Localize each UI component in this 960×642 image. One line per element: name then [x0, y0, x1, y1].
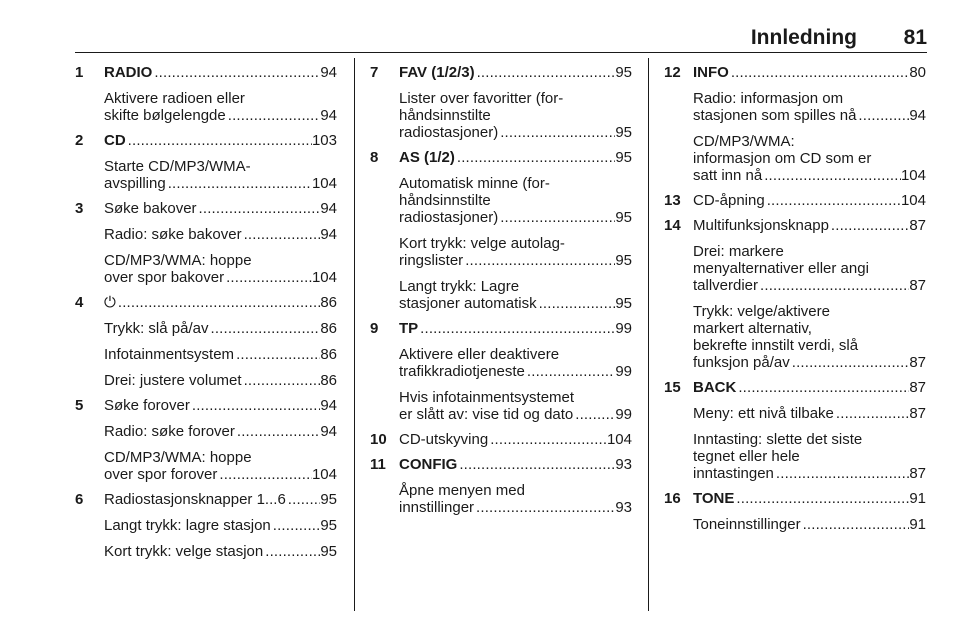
- leader-dots: [474, 499, 615, 516]
- sub-entry-text: Automatisk minne (for-: [399, 175, 550, 192]
- page-ref: 103: [311, 132, 337, 149]
- page-ref: 95: [615, 295, 632, 312]
- sub-entry: [693, 243, 926, 294]
- sub-entry-text: Kort trykk: velge autolag-: [399, 235, 565, 252]
- page-ref: 99: [615, 320, 632, 337]
- sub-entry-text: avspilling: [104, 175, 166, 192]
- page-ref: 91: [909, 516, 926, 533]
- sub-entry-text: Meny: ett nivå tilbake: [693, 405, 834, 422]
- entry-number: 2: [75, 132, 84, 149]
- leader-dots: [475, 64, 616, 81]
- sub-entry-text: Drei: markere: [693, 243, 784, 260]
- sub-entry: [104, 346, 337, 363]
- sub-entry-text: over spor forover: [104, 466, 218, 483]
- sub-entry-text: CD/MP3/WMA:: [693, 133, 795, 150]
- index-entry: [664, 379, 926, 482]
- page-ref: 94: [320, 107, 337, 124]
- index-row: [693, 465, 926, 482]
- entry-title: Radiostasjonsknapper 1...6: [104, 491, 286, 508]
- leader-dots: [217, 466, 312, 483]
- index-row: [693, 516, 926, 533]
- leader-dots: [834, 405, 909, 422]
- page-ref: 80: [909, 64, 926, 81]
- index-row: [104, 107, 337, 124]
- leader-dots: [271, 517, 321, 534]
- page-ref: 104: [311, 466, 337, 483]
- page-ref: 99: [615, 363, 632, 380]
- leader-dots: [224, 269, 312, 286]
- entry-number: 11: [370, 456, 386, 473]
- sub-entry: [104, 252, 337, 286]
- index-entry: [664, 490, 926, 533]
- index-row: [399, 499, 632, 516]
- index-row: [399, 431, 632, 448]
- entry-number: 14: [664, 217, 681, 234]
- index-row: [104, 372, 337, 389]
- page-ref: 87: [909, 277, 926, 294]
- index-row: [399, 252, 632, 269]
- leader-dots: [286, 491, 321, 508]
- index-row: [104, 320, 337, 337]
- index-row: [399, 209, 632, 226]
- index-row: [104, 517, 337, 534]
- entry-number: 5: [75, 397, 84, 414]
- sub-entry-text: håndsinnstilte: [399, 107, 491, 124]
- index-row: [693, 354, 926, 371]
- leader-dots: [166, 175, 312, 192]
- index-row: [399, 64, 632, 81]
- sub-entry-text: skifte bølgelengde: [104, 107, 226, 124]
- leader-dots: [734, 490, 909, 507]
- sub-entry-text: Starte CD/MP3/WMA-: [104, 158, 251, 175]
- page-ref: 94: [320, 226, 337, 243]
- entry-title: CD-åpning: [693, 192, 765, 209]
- index-row: [104, 175, 337, 192]
- entry-number: 7: [370, 64, 379, 81]
- sub-entry-text: radiostasjoner): [399, 209, 499, 226]
- entry-number: 16: [664, 490, 681, 507]
- sub-entry-text: menyalternativer eller angi: [693, 260, 869, 277]
- page-ref: 104: [606, 431, 632, 448]
- leader-dots: [463, 252, 615, 269]
- sub-entry: [693, 90, 926, 124]
- page-ref: 94: [320, 423, 337, 440]
- page-ref: 86: [320, 372, 337, 389]
- entry-title: CONFIG: [399, 456, 458, 473]
- sub-entry: [399, 278, 632, 312]
- sub-entry-text: ringslister: [399, 252, 464, 269]
- index-row: [104, 423, 337, 440]
- sub-entry-text: Radio: søke bakover: [104, 226, 242, 243]
- entry-number: 10: [370, 431, 387, 448]
- leader-dots: [234, 346, 320, 363]
- index-entry: [75, 397, 337, 483]
- sub-entry: [104, 517, 337, 534]
- page-ref: 95: [615, 209, 632, 226]
- index-row: [693, 64, 926, 81]
- sub-entry: [104, 320, 337, 337]
- page-ref: 86: [320, 346, 337, 363]
- index-entry: [370, 64, 632, 141]
- page-ref: 95: [615, 149, 632, 166]
- index-entry: [664, 192, 926, 209]
- entry-title: BACK: [693, 379, 737, 396]
- sub-entry-text: CD/MP3/WMA: hoppe: [104, 449, 252, 466]
- entry-number: 8: [370, 149, 379, 166]
- sub-entry: [104, 449, 337, 483]
- leader-dots: [488, 431, 607, 448]
- leader-dots: [498, 209, 615, 226]
- index-entry: [75, 294, 337, 389]
- sub-entry: [693, 405, 926, 422]
- entry-number: 13: [664, 192, 681, 209]
- index-entry: [75, 64, 337, 124]
- leader-dots: [263, 543, 320, 560]
- index-row: [693, 107, 926, 124]
- index-entry: [75, 491, 337, 560]
- leader-dots: [736, 379, 909, 396]
- sub-entry-text: Åpne menyen med: [399, 482, 525, 499]
- sub-entry-text: satt inn nå: [693, 167, 763, 184]
- index-row: [693, 379, 926, 396]
- entry-title: Søke forover: [104, 397, 190, 414]
- leader-dots: [774, 465, 909, 482]
- index-row: [104, 346, 337, 363]
- sub-entry: [104, 543, 337, 560]
- entry-title: FAV (1/2/3): [399, 64, 475, 81]
- index-row: [693, 490, 926, 507]
- page-ref: 95: [320, 543, 337, 560]
- sub-entry-text: Hvis infotainmentsystemet: [399, 389, 575, 406]
- entry-title: CD-utskyving: [399, 431, 489, 448]
- sub-entry: [104, 423, 337, 440]
- index-row: [399, 124, 632, 141]
- leader-dots: [235, 423, 320, 440]
- sub-entry: [693, 516, 926, 533]
- page-ref: 99: [615, 406, 632, 423]
- sub-entry: [399, 235, 632, 269]
- leader-dots: [197, 200, 321, 217]
- index-row: [399, 406, 632, 423]
- page-ref: 95: [615, 64, 632, 81]
- index-entry: [370, 431, 632, 448]
- leader-dots: [801, 516, 910, 533]
- index-row: [104, 543, 337, 560]
- page-ref: 86: [320, 320, 337, 337]
- sub-entry-text: CD/MP3/WMA: hoppe: [104, 252, 252, 269]
- leader-dots: [226, 107, 321, 124]
- entry-title: CD: [104, 132, 126, 149]
- sub-entry: [693, 133, 926, 184]
- sub-entry-text: bekrefte innstilt verdi, slå: [693, 337, 859, 354]
- index-row: [104, 200, 337, 217]
- sub-entry-text: funksjon på/av: [693, 354, 790, 371]
- leader-dots: [457, 456, 615, 473]
- sub-entry-text: radiostasjoner): [399, 124, 499, 141]
- sub-entry-text: Lister over favoritter (for-: [399, 90, 564, 107]
- page-ref: 95: [320, 517, 337, 534]
- entry-number: 15: [664, 379, 681, 396]
- entry-title: RADIO: [104, 64, 153, 81]
- index-row: [693, 405, 926, 422]
- sub-entry-text: Radio: søke forover: [104, 423, 235, 440]
- page-ref: 87: [909, 465, 926, 482]
- entry-title: Søke bakover: [104, 200, 197, 217]
- sub-entry: [693, 303, 926, 371]
- sub-entry: [399, 482, 632, 516]
- sub-entry-text: Aktivere radioen eller: [104, 90, 245, 107]
- entry-number: 4: [75, 294, 84, 311]
- index-row: [693, 217, 926, 234]
- leader-dots: [856, 107, 909, 124]
- leader-dots: [242, 226, 321, 243]
- sub-entry: [104, 226, 337, 243]
- leader-dots: [573, 406, 615, 423]
- page-ref: 104: [311, 175, 337, 192]
- leader-dots: [537, 295, 616, 312]
- sub-entry: [399, 175, 632, 226]
- page-ref: 95: [320, 491, 337, 508]
- sub-entry-text: trafikkradiotjeneste: [399, 363, 525, 380]
- leader-dots: [116, 294, 320, 311]
- leader-dots: [152, 64, 320, 81]
- entry-title: INFO: [693, 64, 729, 81]
- index-row: [399, 456, 632, 473]
- page-ref: 94: [320, 397, 337, 414]
- sub-entry-text: Radio: informasjon om: [693, 90, 844, 107]
- index-row: [104, 294, 337, 311]
- leader-dots: [762, 167, 901, 184]
- sub-entry-text: håndsinnstilte: [399, 192, 491, 209]
- index-entry: [664, 64, 926, 184]
- page-ref: 94: [320, 200, 337, 217]
- sub-entry-text: Kort trykk: velge stasjon: [104, 543, 264, 560]
- index-row: [104, 132, 337, 149]
- leader-dots: [242, 372, 321, 389]
- sub-entry-text: Trykk: velge/aktivere: [693, 303, 830, 320]
- leader-dots: [498, 124, 615, 141]
- sub-entry-text: Infotainmentsystem: [104, 346, 235, 363]
- sub-entry: [104, 90, 337, 124]
- entry-title: TP: [399, 320, 419, 337]
- sub-entry-text: er slått av: vise tid og dato: [399, 406, 574, 423]
- sub-entry-text: over spor bakover: [104, 269, 225, 286]
- sub-entry: [693, 431, 926, 482]
- entry-title: TONE: [693, 490, 735, 507]
- sub-entry-text: innstillinger: [399, 499, 475, 516]
- page-ref: 95: [615, 124, 632, 141]
- sub-entry-text: inntastingen: [693, 465, 774, 482]
- sub-entry: [399, 346, 632, 380]
- sub-entry-text: Aktivere eller deaktivere: [399, 346, 560, 363]
- page-ref: 91: [909, 490, 926, 507]
- page-ref: 87: [909, 354, 926, 371]
- power-icon: ⏻: [104, 294, 116, 311]
- leader-dots: [208, 320, 320, 337]
- sub-entry-text: stasjoner automatisk: [399, 295, 537, 312]
- entry-number: 6: [75, 491, 84, 508]
- page-ref: 93: [615, 456, 632, 473]
- sub-entry-text: Langt trykk: Lagre: [399, 278, 520, 295]
- sub-entry-text: markert alternativ,: [693, 320, 812, 337]
- leader-dots: [525, 363, 615, 380]
- index-row: [104, 466, 337, 483]
- sub-entry-text: Inntasting: slette det siste: [693, 431, 863, 448]
- leader-dots: [455, 149, 615, 166]
- index-row: [104, 269, 337, 286]
- page-ref: 104: [900, 167, 926, 184]
- sub-entry-text: Toneinnstillinger: [693, 516, 801, 533]
- leader-dots: [418, 320, 615, 337]
- index-row: [399, 149, 632, 166]
- page-ref: 93: [615, 499, 632, 516]
- page-header: [75, 26, 927, 52]
- leader-dots: [758, 277, 909, 294]
- leader-dots: [126, 132, 312, 149]
- page-title: Innledning: [750, 26, 857, 49]
- index-row: [399, 295, 632, 312]
- sub-entry: [104, 372, 337, 389]
- index-row: [693, 167, 926, 184]
- sub-entry-text: stasjonen som spilles nå: [693, 107, 857, 124]
- entry-title: Multifunksjonsknapp: [693, 217, 829, 234]
- index-row: [399, 320, 632, 337]
- entry-number: 9: [370, 320, 379, 337]
- header-rule: [75, 52, 927, 53]
- leader-dots: [829, 217, 909, 234]
- column-1: [75, 64, 337, 568]
- index-row: [693, 277, 926, 294]
- index-entry: [75, 200, 337, 286]
- page-ref: 94: [320, 64, 337, 81]
- leader-dots: [765, 192, 901, 209]
- page-ref: 104: [311, 269, 337, 286]
- page-ref: 87: [909, 379, 926, 396]
- page-ref: 86: [320, 294, 337, 311]
- sub-entry-text: informasjon om CD som er: [693, 150, 872, 167]
- sub-entry-text: Trykk: slå på/av: [104, 320, 209, 337]
- page-ref: 104: [900, 192, 926, 209]
- page-number: 81: [903, 26, 927, 49]
- sub-entry-text: Drei: justere volumet: [104, 372, 242, 389]
- index-entry: [370, 320, 632, 423]
- entry-number: 1: [75, 64, 84, 81]
- index-row: [399, 363, 632, 380]
- column-2: [370, 64, 632, 524]
- entry-number: 3: [75, 200, 84, 217]
- page-ref: 87: [909, 405, 926, 422]
- column-divider-2: [648, 58, 649, 611]
- sub-entry: [399, 90, 632, 141]
- page-ref: 95: [615, 252, 632, 269]
- column-3: [664, 64, 926, 541]
- index-entry: [75, 132, 337, 192]
- sub-entry-text: tallverdier: [693, 277, 759, 294]
- index-row: [104, 226, 337, 243]
- column-divider-1: [354, 58, 355, 611]
- index-row: [104, 64, 337, 81]
- index-entry: [370, 456, 632, 516]
- page-ref: 94: [909, 107, 926, 124]
- sub-entry-text: Langt trykk: lagre stasjon: [104, 517, 271, 534]
- entry-number: 12: [664, 64, 681, 81]
- leader-dots: [190, 397, 320, 414]
- sub-entry-text: tegnet eller hele: [693, 448, 800, 465]
- entry-title: AS (1/2): [399, 149, 455, 166]
- index-row: [104, 491, 337, 508]
- index-row: [693, 192, 926, 209]
- index-row: [104, 397, 337, 414]
- sub-entry: [399, 389, 632, 423]
- leader-dots: [729, 64, 909, 81]
- page-ref: 87: [909, 217, 926, 234]
- leader-dots: [790, 354, 910, 371]
- index-entry: [370, 149, 632, 312]
- sub-entry: [104, 158, 337, 192]
- index-entry: [664, 217, 926, 371]
